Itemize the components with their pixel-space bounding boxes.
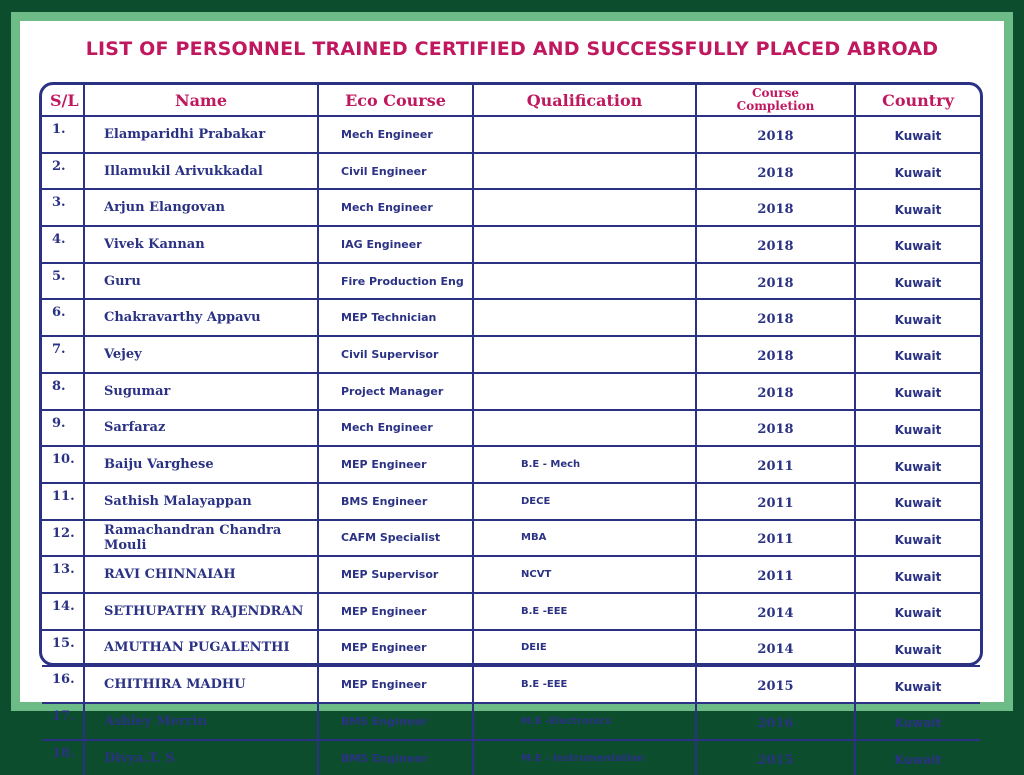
row-country: Kuwait (855, 189, 980, 226)
row-sl: 3. (42, 189, 84, 226)
row-course: Civil Engineer (318, 153, 473, 190)
table-row (42, 336, 980, 373)
row-course: Civil Supervisor (318, 336, 473, 373)
row-qualification (473, 153, 696, 190)
row-completion-year: 2016 (696, 703, 855, 740)
row-completion-year: 2018 (696, 153, 855, 190)
row-country: Kuwait (855, 116, 980, 153)
row-country: Kuwait (855, 703, 980, 740)
page-title: LIST OF PERSONNEL TRAINED CERTIFIED AND SUCCESSFULLY PLACED ABROAD (85, 38, 939, 60)
row-completion-year: 2018 (696, 189, 855, 226)
row-qualification: B.E -EEE (473, 593, 696, 630)
row-completion-year: 2018 (696, 226, 855, 263)
row-sl: 8. (42, 373, 84, 410)
table-row (42, 520, 980, 557)
table-row (42, 226, 980, 263)
row-sl: 12. (42, 520, 84, 557)
row-course: BMS Engineer (318, 483, 473, 520)
row-sl: 1. (42, 116, 84, 153)
row-name: Chakravarthy Appavu (84, 299, 318, 336)
table-row (42, 410, 980, 447)
row-completion-year: 2018 (696, 299, 855, 336)
row-course: MEP Engineer (318, 593, 473, 630)
row-name: CHITHIRA MADHU (84, 666, 318, 703)
header-qualification: Qualification (473, 85, 696, 116)
table-row (42, 740, 980, 775)
row-completion-year: 2014 (696, 630, 855, 667)
header-completion-line1: Course (752, 86, 799, 100)
table-row (42, 299, 980, 336)
row-course: MEP Engineer (318, 630, 473, 667)
row-completion-year: 2015 (696, 740, 855, 775)
personnel-table (42, 85, 980, 775)
row-country: Kuwait (855, 299, 980, 336)
header-sl: S/L (42, 85, 84, 116)
row-sl: 4. (42, 226, 84, 263)
row-sl: 6. (42, 299, 84, 336)
row-qualification (473, 116, 696, 153)
row-sl: 2. (42, 153, 84, 190)
row-country: Kuwait (855, 153, 980, 190)
row-qualification: B.E - Mech (473, 446, 696, 483)
row-name: Ramachandran Chandra Mouli (84, 520, 318, 557)
row-country: Kuwait (855, 226, 980, 263)
row-name: Sugumar (84, 373, 318, 410)
row-qualification: M.E - Instrumentation (473, 740, 696, 775)
row-name: Illamukil Arivukkadal (84, 153, 318, 190)
row-completion-year: 2014 (696, 593, 855, 630)
row-course: MEP Engineer (318, 666, 473, 703)
row-sl: 16. (42, 666, 84, 703)
row-country: Kuwait (855, 593, 980, 630)
table-row (42, 666, 980, 703)
row-sl: 11. (42, 483, 84, 520)
row-sl: 15. (42, 630, 84, 667)
row-course: BMS Engineer (318, 740, 473, 775)
row-completion-year: 2018 (696, 263, 855, 300)
row-sl: 13. (42, 556, 84, 593)
row-completion-year: 2018 (696, 336, 855, 373)
row-name: Sathish Malayappan (84, 483, 318, 520)
table-row (42, 116, 980, 153)
row-name: AMUTHAN PUGALENTHI (84, 630, 318, 667)
row-completion-year: 2011 (696, 446, 855, 483)
row-qualification: MBA (473, 520, 696, 557)
row-sl: 5. (42, 263, 84, 300)
table-row (42, 446, 980, 483)
row-completion-year: 2011 (696, 520, 855, 557)
row-course: MEP Engineer (318, 446, 473, 483)
row-completion-year: 2011 (696, 483, 855, 520)
row-country: Kuwait (855, 520, 980, 557)
row-name: Vejey (84, 336, 318, 373)
row-course: Mech Engineer (318, 410, 473, 447)
table-header-row (42, 85, 980, 116)
row-country: Kuwait (855, 263, 980, 300)
table-row (42, 556, 980, 593)
row-qualification (473, 299, 696, 336)
table-row (42, 263, 980, 300)
row-course: IAG Engineer (318, 226, 473, 263)
row-course: MEP Technician (318, 299, 473, 336)
header-completion-line2: Completion (736, 99, 815, 113)
row-sl: 18. (42, 740, 84, 775)
row-qualification (473, 373, 696, 410)
row-qualification (473, 263, 696, 300)
table-row (42, 153, 980, 190)
row-sl: 17. (42, 703, 84, 740)
header-completion (696, 85, 855, 116)
row-course: Mech Engineer (318, 189, 473, 226)
row-country: Kuwait (855, 630, 980, 667)
row-course: Project Manager (318, 373, 473, 410)
row-name: Baiju Varghese (84, 446, 318, 483)
header-name: Name (84, 85, 318, 116)
row-qualification: NCVT (473, 556, 696, 593)
row-completion-year: 2018 (696, 373, 855, 410)
row-course: Mech Engineer (318, 116, 473, 153)
table-row (42, 630, 980, 667)
row-completion-year: 2015 (696, 666, 855, 703)
row-qualification: DECE (473, 483, 696, 520)
header-country: Country (855, 85, 980, 116)
row-course: BMS Engineer (318, 703, 473, 740)
row-qualification: M.E -Electronics (473, 703, 696, 740)
row-country: Kuwait (855, 446, 980, 483)
row-country: Kuwait (855, 410, 980, 447)
row-name: Divya.T. S (84, 740, 318, 775)
row-completion-year: 2011 (696, 556, 855, 593)
row-sl: 7. (42, 336, 84, 373)
table-row (42, 593, 980, 630)
row-name: Vivek Kannan (84, 226, 318, 263)
row-qualification (473, 189, 696, 226)
row-country: Kuwait (855, 483, 980, 520)
row-qualification (473, 410, 696, 447)
row-sl: 10. (42, 446, 84, 483)
table-row (42, 373, 980, 410)
row-completion-year: 2018 (696, 410, 855, 447)
row-qualification: B.E -EEE (473, 666, 696, 703)
row-completion-year: 2018 (696, 116, 855, 153)
row-qualification (473, 336, 696, 373)
row-country: Kuwait (855, 666, 980, 703)
table-row (42, 483, 980, 520)
personnel-table-container (39, 82, 983, 768)
row-name: Sarfaraz (84, 410, 318, 447)
row-sl: 9. (42, 410, 84, 447)
row-country: Kuwait (855, 373, 980, 410)
row-qualification (473, 226, 696, 263)
row-name: Elamparidhi Prabakar (84, 116, 318, 153)
row-country: Kuwait (855, 556, 980, 593)
row-course: CAFM Specialist (318, 520, 473, 557)
row-name: RAVI CHINNAIAH (84, 556, 318, 593)
row-country: Kuwait (855, 740, 980, 775)
row-name: SETHUPATHY RAJENDRAN (84, 593, 318, 630)
header-course: Eco Course (318, 85, 473, 116)
table-row (42, 703, 980, 740)
row-name: Guru (84, 263, 318, 300)
row-course: MEP Supervisor (318, 556, 473, 593)
row-qualification: DEIE (473, 630, 696, 667)
row-name: Ashley Merrin (84, 703, 318, 740)
row-name: Arjun Elangovan (84, 189, 318, 226)
row-country: Kuwait (855, 336, 980, 373)
table-row (42, 189, 980, 226)
row-course: Fire Production Eng (318, 263, 473, 300)
row-sl: 14. (42, 593, 84, 630)
